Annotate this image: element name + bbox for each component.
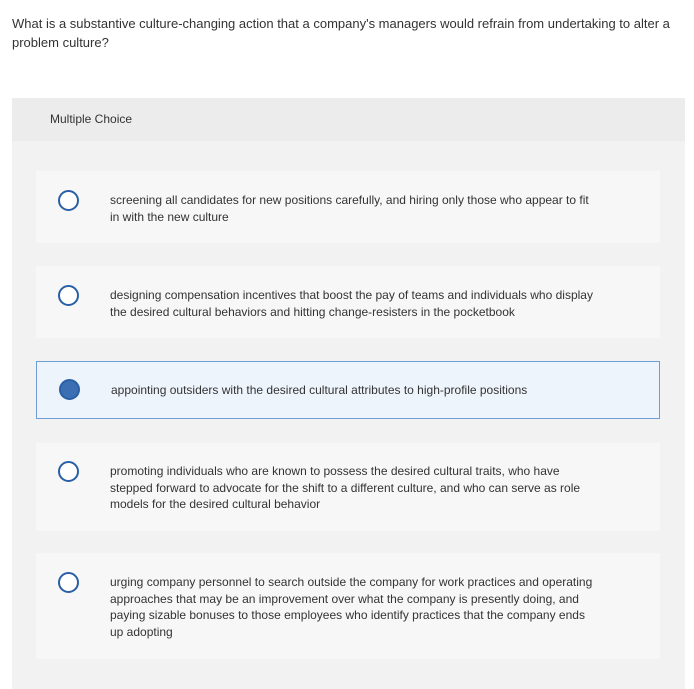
- answer-option-5[interactable]: [36, 553, 660, 659]
- panel-title: Multiple Choice: [50, 112, 133, 126]
- radio-button-option-2[interactable]: [58, 285, 79, 306]
- radio-button-option-1[interactable]: [58, 190, 79, 211]
- answer-option-3[interactable]: [36, 361, 660, 419]
- question-text: What is a substantive culture-changing action that a company's managers would refrain from undertaking to alter a problem culture?: [12, 16, 670, 50]
- panel-header: [12, 98, 685, 141]
- radio-button-option-3[interactable]: [59, 379, 80, 400]
- answer-option-4[interactable]: [36, 443, 660, 531]
- answer-option-1[interactable]: [36, 171, 660, 243]
- option-5-label: urging company personnel to search outside the company for work practices and operating approaches that may be an improvement over what the company is presently doing, and paying sizable bonuses to those employees who identify practices that the company ends up adopting: [110, 575, 593, 639]
- radio-button-option-5[interactable]: [58, 572, 79, 593]
- radio-button-option-4[interactable]: [58, 461, 79, 482]
- option-3-label: appointing outsiders with the desired cultural attributes to high-profile positions: [111, 383, 528, 397]
- option-2-label: designing compensation incentives that boost the pay of teams and individuals who display the desired cultural behaviors and hitting change-resisters in the pocketbook: [110, 288, 593, 319]
- option-1-label: screening all candidates for new positions carefully, and hiring only those who appear to fit in with the new culture: [110, 193, 589, 224]
- answer-option-2[interactable]: [36, 266, 660, 338]
- option-4-label: promoting individuals who are known to possess the desired cultural traits, who have stepped forward to advocate for the shift to a different culture, and who can serve as role models for the desired cultural behavior: [110, 464, 581, 511]
